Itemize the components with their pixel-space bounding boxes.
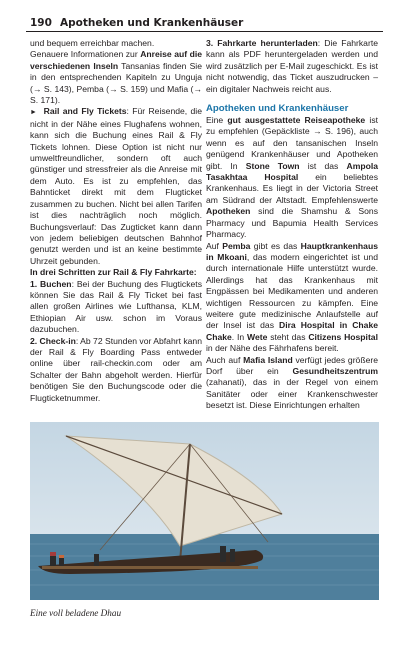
left-column (30, 38, 202, 404)
dhow-photo (30, 422, 379, 600)
paragraph: Genauere Informationen zur Anreise auf die verschiedenen Inseln Tansanias finden Sie in den entsprechenden Kapiteln zu Unguja (→ S. 143), Pemba (→ S. 159) und Mafia (→ S. 171). (30, 49, 203, 106)
paragraph: In drei Schritten zur Rail & Fly Fahrkarte: (30, 267, 197, 278)
paragraph: 1. Buchen: Bei der Buchung des Flugtickets können Sie das Rail & Fly Ticket bei fast allen großen Airlines wie Lufthansa, KLM, Ethiopian Air usw. schon im Voraus dazubuchen. (30, 278, 202, 335)
right-column (206, 38, 378, 412)
header-rule (26, 31, 383, 32)
figure-caption: Eine voll beladene Dhau (30, 608, 122, 618)
paragraph: 2. Check-in: Ab 72 Stunden vor Abfahrt kann der Rail & Fly Boarding Pass entweder online über rail-checkin.com oder am Schalter der Bahn abgeholt werden. Hierfür benötigen Sie den Buchungscode oder die Flugticketnummer. (30, 335, 202, 403)
paragraph: 3. Fahrkarte herunterladen: Die Fahrkarte kann als PDF heruntergeladen werden und wird zusätzlich per E-Mail zugeschickt. Es ist nicht notwendig, das Ticket auszudrucken – ein digitaler Nachweis reicht aus. (206, 38, 378, 94)
paragraph: Eine gut ausgestattete Reiseapotheke ist zu empfehlen (Gepäckliste → S. 196), auch wenn es auf den tansanischen Inseln genügend Krankenhäuser und Apotheken gibt. In Stone Town ist das Ampola Tasakhtaa Hospital ein beliebtes Krankenhaus. Es liegt in der Victoria Street am Südrand der Altstadt. Empfehlenswerte Apotheken sind die Shamshu & Sons Pharmacy und Bapumia Health Services Pharmacy. (206, 115, 379, 240)
paragraph: ► Rail and Fly Tickets: Für Reisende, die nicht in der Nähe eines Flughafens wohnen, kann sich die Buchung eines Rail & Fly Tickets lohnen. Diese Option ist nicht nur umweltfreundlicher, sondern oft auch günstiger und stressfreier als die Anreise mit dem Auto. Es ist zu empfehlen, das Bahnticket direkt mit dem Flugticket zusammen zu buchen. Nicht bei allen Tarifen ist dies nachträglich noch möglich. Buchungsverlauf: Das Zugticket kann dann von jedem beliebigen deutschen Bahnhof genutzt werden und ist an keine bestimmte Uhrzeit gebunden. (30, 106, 202, 266)
running-title: Apotheken und Krankenhäuser (60, 17, 244, 29)
section-heading: Apotheken und Krankenhäuser (206, 103, 349, 115)
paragraph: Auf Pemba gibt es das Hauptkrankenhaus in Mkoani, das modern eingerichtet ist und durch internationale Hilfe unterstützt wurde. Allerdings hat das Krankenhaus mit Engpässen bei Medikamenten und anderen wichtigen Ressourcen zu kämpfen. Eine weitere gute medizinische Anlaufstelle auf der Insel ist das Dira Hospital in Chake Chake. In Wete steht das Citizens Hospital in der Nähe des Fährhafens bereit. (206, 240, 378, 354)
page-number: 190 (30, 17, 52, 29)
arrow-marker-icon: ► (30, 109, 37, 117)
page-header (26, 16, 383, 32)
paragraph: und bequem erreichbar machen. (30, 38, 155, 48)
paragraph: Auch auf Mafia Island verfügt jedes größere Dorf über ein Gesundheitszentrum (zahanati), das in der Regel von einem Sanitäter oder einer Krankenschwester besetzt ist. Diese Einrichtungen erhalten (206, 354, 378, 411)
